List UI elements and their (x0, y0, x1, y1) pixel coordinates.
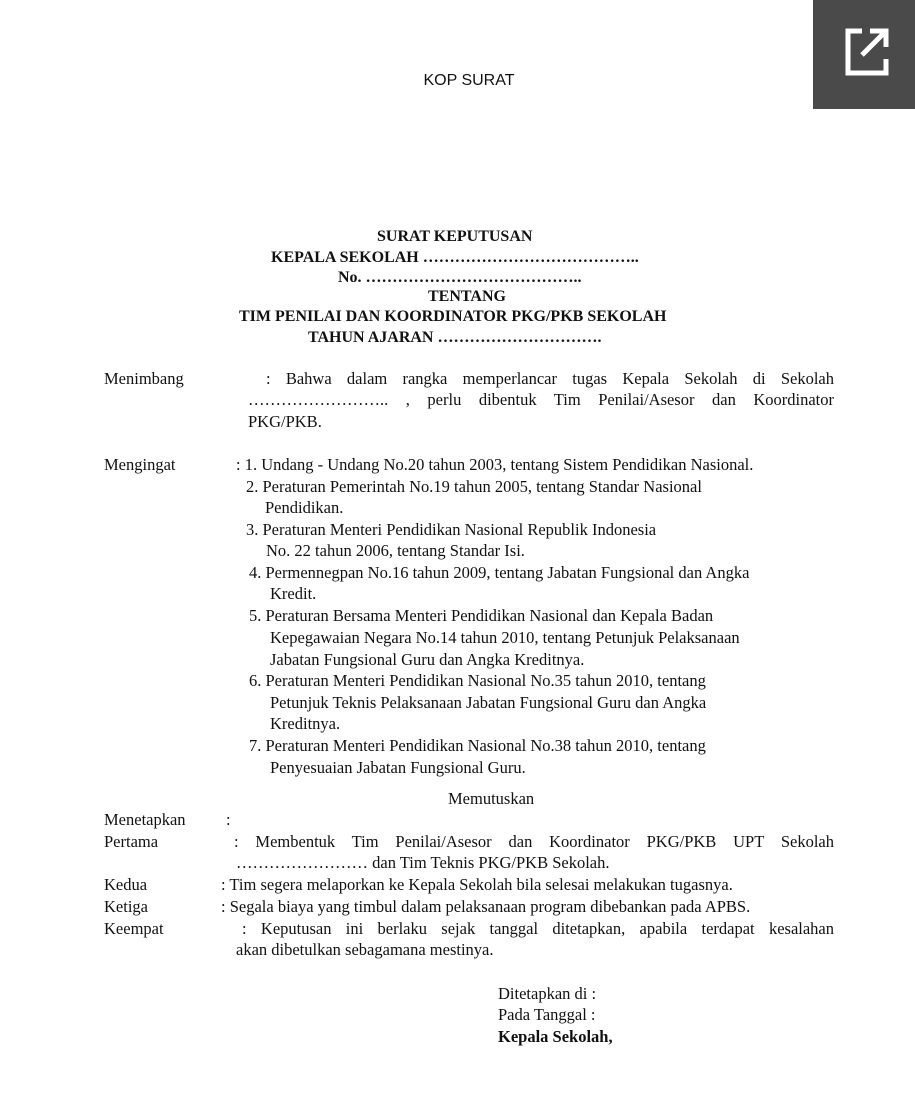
menimbang-line-1: : Bahwa dalam rangka memperlancar tugas Kepala Sekolah di Sekolah (266, 369, 834, 388)
mengingat-item: 6. Peraturan Menteri Pendidikan Nasional No.35 tahun 2010, tentang (249, 671, 706, 690)
mengingat-item: 7. Peraturan Menteri Pendidikan Nasional No.38 tahun 2010, tentang (249, 736, 706, 755)
mengingat-item: No. 22 tahun 2006, tentang Standar Isi. (266, 541, 525, 560)
title-line-3: No. ………………………………….. (338, 269, 582, 286)
mengingat-label: Mengingat (104, 455, 176, 474)
title-line-1: SURAT KEPUTUSAN (377, 228, 533, 245)
mengingat-item: Petunjuk Teknis Pelaksanaan Jabatan Fungsional Guru dan Angka (270, 693, 707, 712)
open-in-new-button[interactable] (813, 0, 915, 109)
mengingat-item: 5. Peraturan Bersama Menteri Pendidikan Nasional dan Kepala Badan (249, 606, 714, 625)
ketiga-label: Ketiga (104, 897, 148, 916)
mengingat-item: 4. Permennegpan No.16 tahun 2009, tentang Jabatan Fungsional dan Angka (249, 563, 750, 582)
mengingat-item: Penyesuaian Jabatan Fungsional Guru. (270, 758, 526, 777)
kedua-label: Kedua (104, 875, 148, 894)
mengingat-item: Kepegawaian Negara No.14 tahun 2010, tentang Petunjuk Pelaksanaan (270, 628, 740, 647)
pada-tanggal: Pada Tanggal : (498, 1005, 596, 1024)
title-line-2: KEPALA SEKOLAH ………………………………….. (271, 249, 639, 266)
pertama-text-2: …………………… dan Tim Teknis PKG/PKB Sekolah. (236, 853, 610, 872)
pertama-text-1: : Membentuk Tim Penilai/Asesor dan Koordinator PKG/PKB UPT Sekolah (234, 832, 834, 851)
letterhead-placeholder: KOP SURAT (423, 72, 515, 89)
memutuskan-heading: Memutuskan (448, 789, 535, 808)
title-line-5: TIM PENILAI DAN KOORDINATOR PKG/PKB SEKOLAH (239, 308, 667, 325)
mengingat-item: : 1. Undang - Undang No.20 tahun 2003, tentang Sistem Pendidikan Nasional. (236, 455, 754, 474)
mengingat-item: Kreditnya. (270, 714, 341, 733)
pertama-label: Pertama (104, 832, 159, 851)
menetapkan-colon: : (226, 810, 231, 829)
menimbang-label: Menimbang (104, 369, 184, 388)
menetapkan-label: Menetapkan (104, 810, 186, 829)
menimbang-line-3: PKG/PKB. (248, 412, 322, 431)
title-line-4: TENTANG (428, 288, 506, 305)
mengingat-item: 2. Peraturan Pemerintah No.19 tahun 2005, tentang Standar Nasional (246, 477, 702, 496)
signatory-title: Kepala Sekolah, (498, 1027, 613, 1046)
mengingat-item: Kredit. (270, 584, 317, 603)
mengingat-item: Pendidikan. (265, 498, 344, 517)
kedua-text: : Tim segera melaporkan ke Kepala Sekolah bila selesai melakukan tugasnya. (221, 875, 733, 894)
ketiga-text: : Segala biaya yang timbul dalam pelaksanaan program dibebankan pada APBS. (221, 897, 751, 916)
mengingat-item: 3. Peraturan Menteri Pendidikan Nasional Republik Indonesia (246, 520, 657, 539)
keempat-text-1: : Keputusan ini berlaku sejak tanggal ditetapkan, apabila terdapat kesalahan (242, 919, 834, 938)
title-line-6: TAHUN AJARAN …………………………. (308, 329, 602, 346)
mengingat-item: Jabatan Fungsional Guru dan Angka Kreditnya. (270, 650, 585, 669)
ditetapkan-di: Ditetapkan di : (498, 984, 597, 1003)
keempat-text-2: akan dibetulkan sebagamana mestinya. (236, 940, 494, 959)
keempat-label: Keempat (104, 919, 164, 938)
menimbang-line-2: …………………….. , perlu dibentuk Tim Penilai/Asesor dan Koordinator (248, 390, 834, 409)
